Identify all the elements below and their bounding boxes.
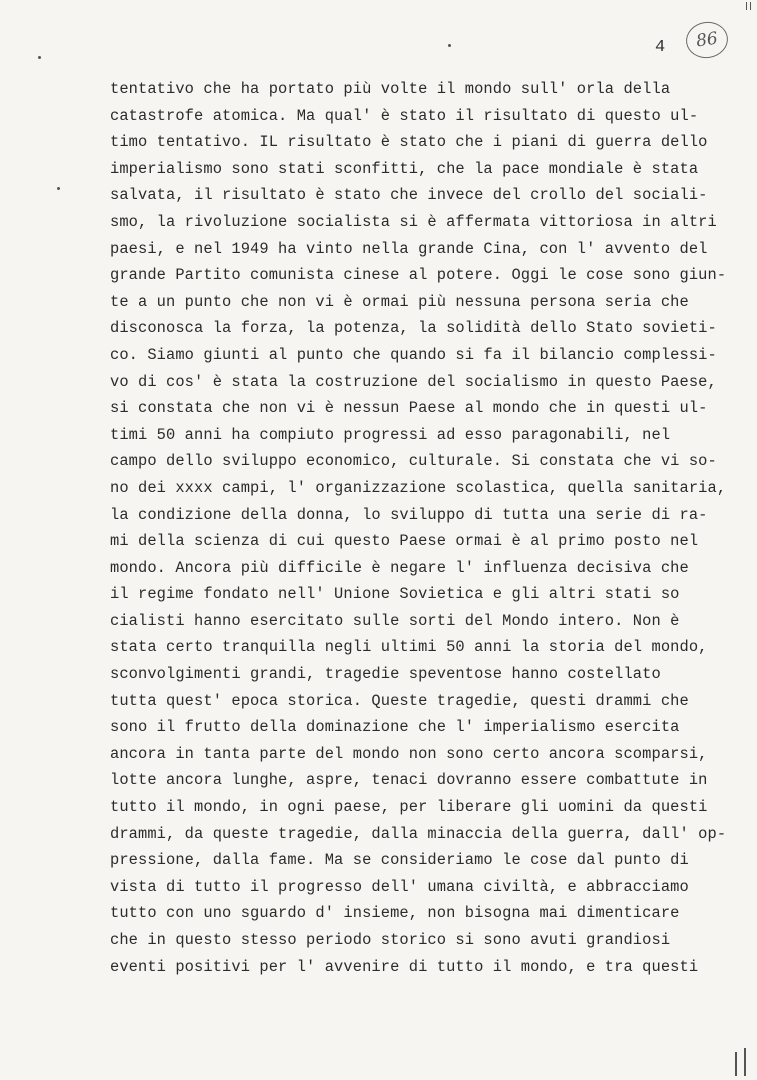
text-line: mondo. Ancora più difficile è negare l' influenza decisiva che xyxy=(110,558,689,577)
text-line: che in questo stesso periodo storico si sono avuti grandiosi xyxy=(110,931,671,949)
scan-edge-mark xyxy=(746,2,747,10)
text-line: tutto il mondo, in ogni paese, per liberare gli uomini da questi xyxy=(110,798,708,817)
text-line: mi della scienza di cui questo Paese ormai è al primo posto nel xyxy=(110,532,699,551)
text-line: paesi, e nel 1949 ha vinto nella grande Cina, con l' avvento del xyxy=(110,239,708,258)
text-line: sono il frutto della dominazione che l' imperialismo esercita xyxy=(110,718,680,737)
text-line: campo dello sviluppo economico, culturale. Si constata che vi so- xyxy=(110,452,717,471)
text-line: te a un punto che non vi è ormai più nessuna persona seria che xyxy=(110,292,689,311)
text-line: co. Siamo giunti al punto che quando si fa il bilancio complessi- xyxy=(110,345,717,364)
scan-speck xyxy=(57,187,60,190)
scan-edge-mark xyxy=(744,1048,746,1076)
text-line: la condizione della donna, lo sviluppo di tutta una serie di ra- xyxy=(110,505,708,524)
text-line: timi 50 anni ha compiuto progressi ad esso paragonabili, nel xyxy=(110,425,671,444)
scan-speck xyxy=(38,56,41,59)
text-line: sconvolgimenti grandi, tragedie speventose hanno costellato xyxy=(110,665,661,684)
text-line: tutto con uno sguardo d' insieme, non bisogna mai dimenticare xyxy=(110,904,680,923)
text-line: vo di cos' è stata la costruzione del socialismo in questo Paese, xyxy=(110,372,717,391)
text-line: imperialismo sono stati sconfitti, che la pace mondiale è stata xyxy=(110,159,699,178)
text-line: pressione, dalla fame. Ma se consideriamo le cose dal punto di xyxy=(110,851,689,870)
typewritten-text xyxy=(110,76,725,980)
text-line: timo tentativo. IL risultato è stato che i piani di guerra dello xyxy=(110,133,708,152)
page-number: 4 xyxy=(655,38,666,57)
text-line: disconosca la forza, la potenza, la solidità dello Stato sovieti- xyxy=(110,319,717,338)
text-line: cialisti hanno esercitato sulle sorti del Mondo intero. Non è xyxy=(110,611,680,630)
text-line: il regime fondato nell' Unione Sovietica e gli altri stati so xyxy=(110,585,680,604)
text-line: grande Partito comunista cinese al potere. Oggi le cose sono giun- xyxy=(110,266,727,285)
text-line: salvata, il risultato è stato che invece del crollo del sociali- xyxy=(110,186,708,205)
circled-page-annotation: 86 xyxy=(684,19,731,60)
text-line: eventi positivi per l' avvenire di tutto il mondo, e tra questi xyxy=(110,957,699,976)
text-line: stata certo tranquilla negli ultimi 50 anni la storia del mondo, xyxy=(110,638,708,657)
text-line: si constata che non vi è nessun Paese al mondo che in questi ul- xyxy=(110,399,708,418)
scan-edge-mark xyxy=(735,1052,737,1076)
text-line: tentativo che ha portato più volte il mondo sull' orla della xyxy=(110,80,671,98)
text-line: smo, la rivoluzione socialista si è affermata vittoriosa in altri xyxy=(110,212,717,231)
text-line: vista di tutto il progresso dell' umana civiltà, e abbracciamo xyxy=(110,877,689,896)
text-line: catastrofe atomica. Ma qual' è stato il risultato di questo ul- xyxy=(110,106,699,125)
text-line: ancora in tanta parte del mondo non sono certo ancora scomparsi, xyxy=(110,744,708,763)
text-line: tutta quest' epoca storica. Queste tragedie, questi drammi che xyxy=(110,691,689,710)
scan-edge-mark xyxy=(750,2,751,10)
text-line: drammi, da queste tragedie, dalla minaccia della guerra, dall' op- xyxy=(110,824,727,843)
text-line: no dei xxxx campi, l' organizzazione scolastica, quella sanitaria, xyxy=(110,478,727,497)
text-line: lotte ancora lunghe, aspre, tenaci dovranno essere combattute in xyxy=(110,771,708,790)
scan-speck xyxy=(448,44,451,47)
